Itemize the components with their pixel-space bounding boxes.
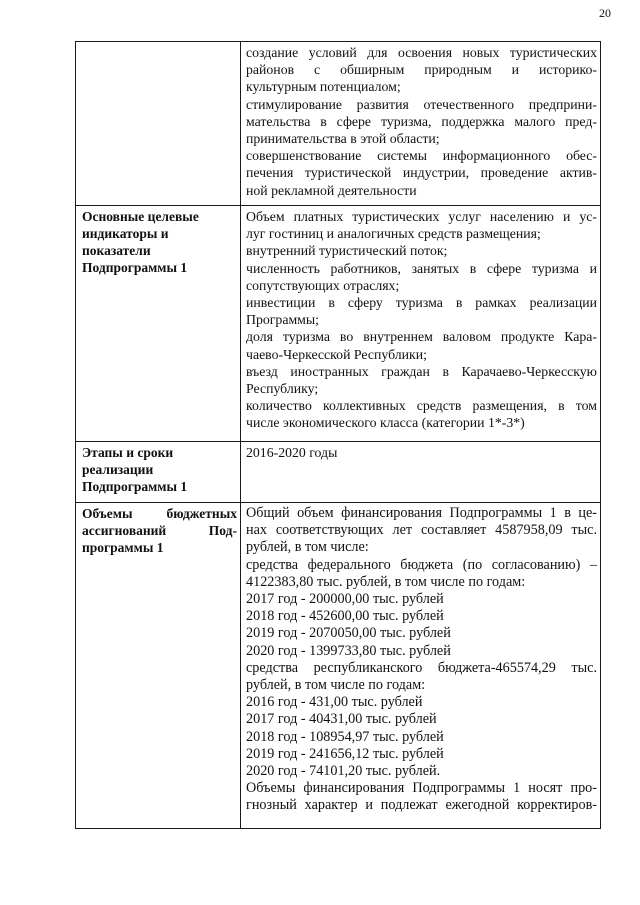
row-value-cell (241, 442, 601, 503)
page-number: 20 (599, 6, 611, 20)
row-text-line: 2019 год - 2070050,00 тыс. рублей (246, 625, 451, 642)
row-label-line: показатели (82, 243, 151, 258)
row-text-line: въезд иностранных граждан в Карачаево-Черкесскую (246, 363, 597, 379)
row-text-line: Общий объем финансирования Подпрограммы 1 в це- (246, 505, 597, 521)
row-label-line: программы 1 (82, 540, 164, 555)
row-text-line: Республику; (246, 381, 319, 397)
row-text-line: 2016-2020 годы (246, 445, 338, 460)
row-text-line: создание условий для освоения новых туристических (246, 45, 597, 60)
row-label-line: Основные целевые (82, 209, 199, 224)
row-text-line: 2017 год - 200000,00 тыс. рублей (246, 591, 444, 608)
row-value-cell (241, 503, 601, 829)
subprogram-passport-table (75, 41, 601, 829)
row-label-cell (76, 442, 241, 503)
row-text-line: инвестиции в сферу туризма в рамках реализации (246, 295, 597, 311)
row-text-line: рублей, в том числе по годам: (246, 677, 426, 694)
row-text-line: 2019 год - 241656,12 тыс. рублей (246, 745, 444, 762)
row-text-line: внутренний туристический поток; (246, 243, 448, 259)
row-text-line: 2018 год - 452600,00 тыс. рублей (246, 608, 444, 625)
row-text-line: мательства в сфере туризма, поддержка малого пред- (246, 113, 597, 129)
row-text-line: 2016 год - 431,00 тыс. рублей (246, 694, 423, 711)
row-text-line: нах соответствующих лет составляет 4587958,09 тыс. (246, 522, 597, 539)
table-row (76, 442, 601, 503)
row-text-line: районов с обширным природным и историко- (246, 62, 597, 78)
row-label-line: ассигнований Под- (82, 523, 237, 538)
row-text-line: средства республиканского бюджета-465574,29 тыс. (246, 659, 597, 676)
row-value-cell (241, 42, 601, 206)
row-label-line: Объемы бюджетных (82, 506, 237, 521)
row-text-line: рублей, в том числе: (246, 539, 369, 556)
table-row (76, 503, 601, 829)
row-text-line: численность работников, занятых в сфере туризма и (246, 260, 597, 276)
row-text-line: ной рекламной деятельности (246, 182, 417, 198)
row-label-cell (76, 503, 241, 829)
row-label-line: индикаторы и (82, 226, 169, 241)
row-label-cell (76, 206, 241, 442)
row-text-line: культурным потенциалом; (246, 79, 401, 95)
row-text-line: чаево-Черкесской Республики; (246, 346, 427, 362)
row-text-line: 2018 год - 108954,97 тыс. рублей (246, 728, 444, 745)
row-text-line: 4122383,80 тыс. рублей, в том числе по годам: (246, 573, 526, 590)
row-text-line: количество коллективных средств размещения, в том (246, 398, 597, 414)
row-label-line: Этапы и сроки (82, 445, 174, 460)
row-text-line: стимулирование развития отечественного предприни- (246, 96, 597, 112)
row-text-line: луг гостиниц и аналогичных средств размещения; (246, 226, 541, 242)
table-row (76, 42, 601, 206)
row-text-line: Объемы финансирования Подпрограммы 1 носят про- (246, 780, 597, 797)
row-text-line: сопутствующих отраслях; (246, 277, 400, 293)
row-text-line: гнозный характер и подлежат ежегодной корректиров- (246, 797, 597, 814)
row-text-line: принимательства в этой области; (246, 131, 440, 147)
row-text-line: Программы; (246, 312, 320, 328)
row-text-line: 2020 год - 1399733,80 тыс. рублей (246, 642, 451, 659)
row-text-line: совершенствование системы информационного обес- (246, 148, 597, 164)
row-label-line: реализации (82, 462, 154, 477)
row-label-cell (76, 42, 241, 206)
row-text-line: доля туризма во внутреннем валовом продукте Кара- (246, 329, 597, 345)
row-label-line: Подпрограммы 1 (82, 260, 188, 275)
row-text-line: 2020 год - 74101,20 тыс. рублей. (246, 763, 441, 780)
row-text-line: числе экономического класса (категории 1*-3*) (246, 415, 525, 431)
row-text-line: средства федерального бюджета (по согласованию) – (246, 556, 597, 573)
row-text-line: Объем платных туристических услуг населению и ус- (246, 209, 597, 224)
row-text-line: печения туристической индустрии, проведение актив- (246, 165, 597, 181)
table-row (76, 206, 601, 442)
row-text-line: 2017 год - 40431,00 тыс. рублей (246, 711, 437, 728)
row-value-cell (241, 206, 601, 442)
row-label-line: Подпрограммы 1 (82, 479, 188, 494)
